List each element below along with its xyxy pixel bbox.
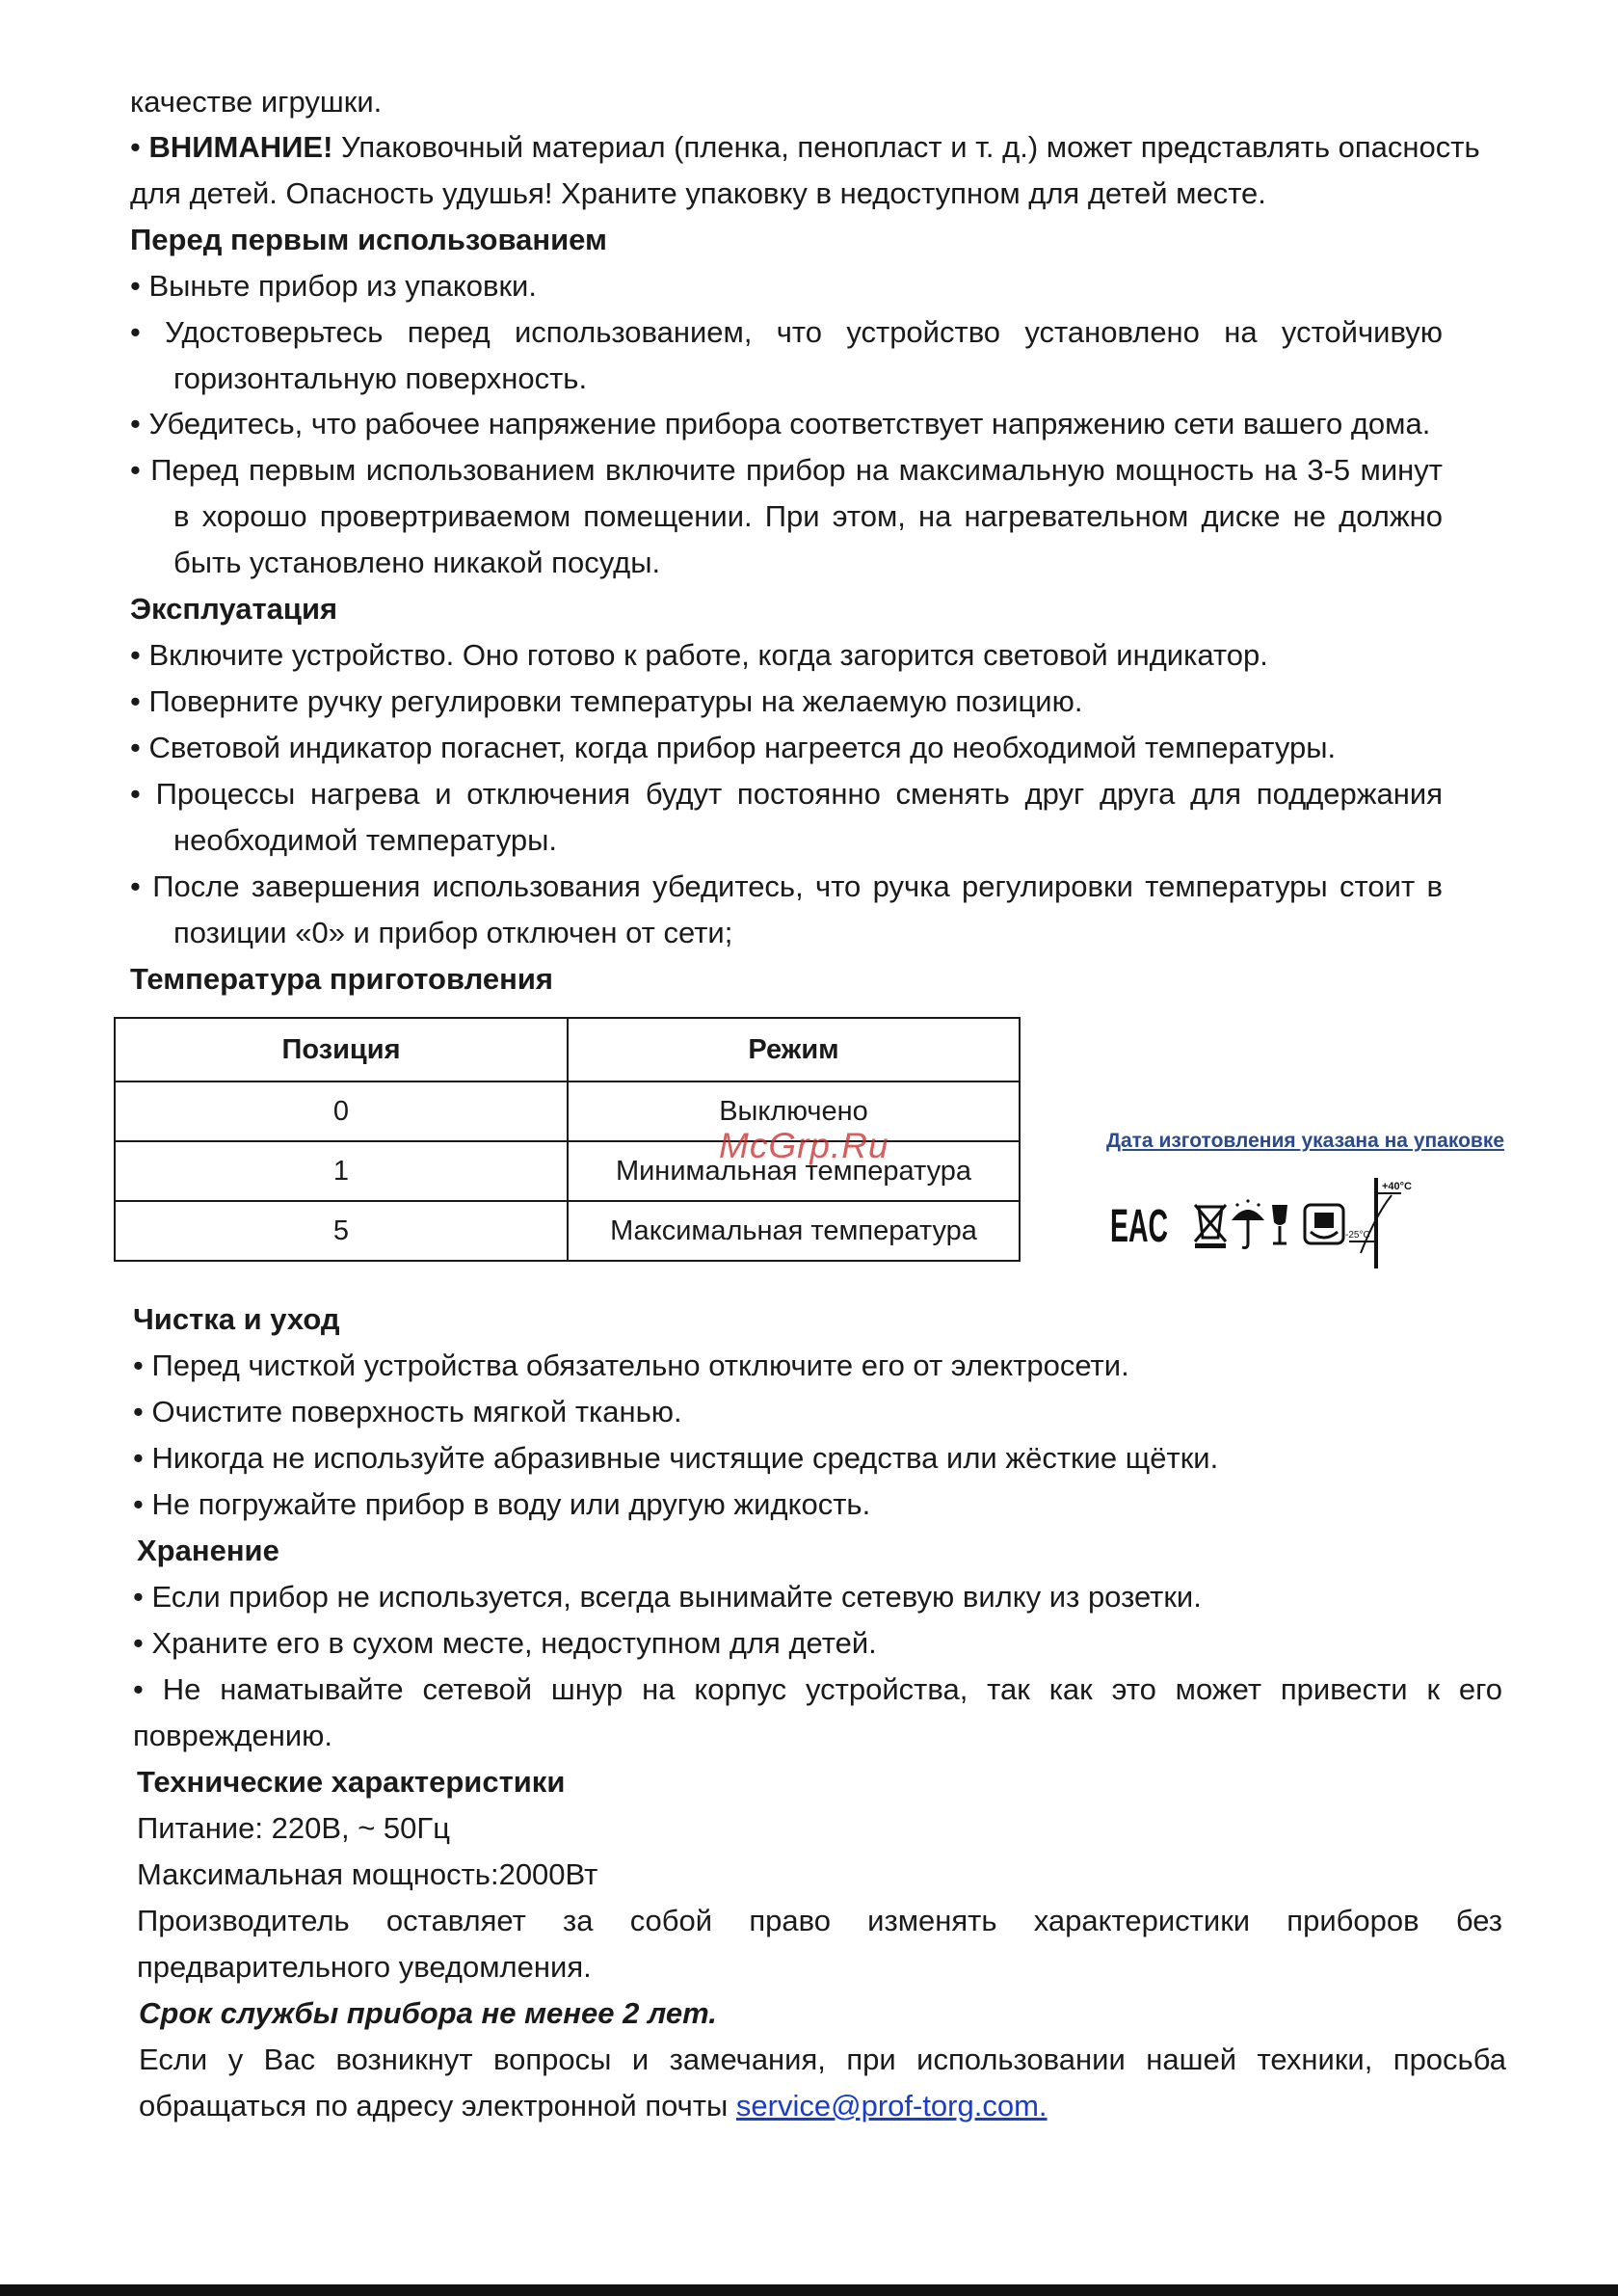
table-cell-position: 1 [115,1141,568,1201]
list-item: • Не погружайте прибор в воду или другую жидкость. [133,1487,871,1521]
service-life-note: Срок службы прибора не менее 2 лет. [139,1996,717,2030]
list-item: • Световой индикатор погаснет, когда прибор нагреется до необходимой температуры. [130,731,1337,764]
list-item: • Включите устройство. Оно готово к работе, когда загорится световой индикатор. [130,638,1268,672]
bottom-rule [0,2284,1618,2296]
email-link[interactable]: service@prof-torg.com. [735,2089,1048,2122]
list-item: • Перед чисткой устройства обязательно отключите его от электросети. [133,1348,1129,1382]
contact-text-lead: обращаться по адресу электронной почты [139,2089,729,2122]
warning-text: Упаковочный материал (пленка, пенопласт и т. д.) может представлять опасность [341,130,1480,164]
watermark: McGrp.Ru [719,1126,889,1165]
keep-dry-icon [1232,1199,1264,1247]
list-item: • После завершения использования убедитесь, что ручка регулировки температуры стоит в [130,869,1443,903]
spec-power-supply: Питание: 220В, ~ 50Гц [137,1811,450,1845]
list-item: • Не наматывайте сетевой шнур на корпус устройства, так как это может привести к его [133,1672,1502,1706]
list-item: • Поверните ручку регулировки температуры на желаемую позицию. [130,684,1083,718]
recycle-bin-icon [1195,1205,1226,1248]
list-item-cont: необходимой температуры. [173,823,557,857]
list-item: • Выньте прибор из упаковки. [130,269,537,303]
table-header-mode: Режим [568,1018,1020,1081]
warning-label: ВНИМАНИЕ! [148,130,333,164]
contact-text: Если у Вас возникнут вопросы и замечания, при использовании нашей техники, просьба [139,2042,1506,2076]
list-item-cont: горизонтальную поверхность. [173,361,588,395]
section-heading-operation: Эксплуатация [130,592,338,626]
table-cell-position: 0 [115,1081,568,1141]
list-item: • Никогда не используйте абразивные чистящие средства или жёсткие щётки. [133,1441,1219,1475]
temp-high-label: +40°C [1382,1181,1413,1192]
section-heading-temperature: Температура приготовления [130,962,554,996]
bullet: • [130,130,141,164]
section-heading-specs: Технические характеристики [137,1765,566,1799]
list-item-cont: позиции «0» и прибор отключен от сети; [173,916,733,949]
list-item: • Храните его в сухом месте, недоступном для детей. [133,1626,877,1660]
list-item-cont: быть установлено никакой посуды. [173,546,661,579]
table-cell-mode: Максимальная температура [568,1201,1020,1261]
list-item: • Перед первым использованием включите прибор на максимальную мощность на 3-5 минут [130,453,1443,487]
spec-max-power: Максимальная мощность:2000Вт [137,1857,598,1891]
eac-mark-icon [1110,1201,1168,1252]
contact-text-line [139,2087,1048,2125]
list-item: • Процессы нагрева и отключения будут постоянно сменять друг друга для поддержания [130,777,1443,811]
fragile-icon [1272,1205,1287,1243]
table-row [115,1201,1020,1261]
list-item: • Очистите поверхность мягкой тканью. [133,1395,682,1428]
temp-low-label: -25°C [1345,1230,1370,1241]
text-line: качестве игрушки. [130,85,383,119]
section-heading-first-use: Перед первым использованием [130,223,607,256]
list-item-cont: в хорошо провертриваемом помещении. При этом, на нагревательном диске не должно [173,499,1443,533]
table-cell-position: 5 [115,1201,568,1261]
table-header-position: Позиция [115,1018,568,1081]
table-cell-mode: Выключено [568,1081,1020,1141]
eac-mark-text: EAC [1110,1201,1168,1252]
list-item: • Удостоверьтесь перед использованием, что устройство установлено на устойчивую [130,315,1443,349]
text-line: для детей. Опасность удушья! Храните упаковку в недоступном для детей месте. [130,176,1266,210]
table-header-row [115,1018,1020,1081]
list-item: • Если прибор не используется, всегда вынимайте сетевую вилку из розетки. [133,1580,1202,1614]
handle-with-care-icon [1305,1205,1343,1243]
section-heading-cleaning: Чистка и уход [133,1302,340,1336]
list-item: • Убедитесь, что рабочее напряжение прибора соответствует напряжению сети вашего дома. [130,407,1431,441]
section-heading-storage: Хранение [137,1534,279,1567]
table-cell-mode: Минимальная температура [568,1141,1020,1201]
text-line: Производитель оставляет за собой право изменять характеристики приборов без [137,1904,1502,1937]
certification-marks [1108,1166,1474,1272]
text-line: предварительного уведомления. [137,1950,592,1984]
manufacture-date-note: Дата изготовления указана на упаковке [1106,1130,1505,1152]
list-item-cont: повреждению. [133,1719,332,1752]
temperature-limit-icon [1345,1178,1412,1268]
warning-line [130,128,1480,167]
